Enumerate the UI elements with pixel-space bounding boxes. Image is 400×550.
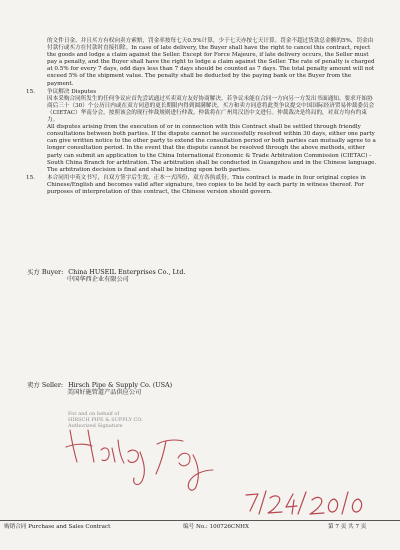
clause-14-continued-text: 的文件日金、并且买方有权向卖方索赔，罚金率按每七天0.5%计算，少于七天亦按七天计算。罚金不超过货款总金额的5%，罚金由付款行或买方在付款时直接扣除。In case of late delivery, the Buyer shall have the right to cancel this contract, reject the goods and lodge a claim against the Seller. Except for Force Majeure, if late delivery occurs, the Seller must pay a penalty, and the Buyer shall have the right to lodge a claim against the Seller. The rate of penalty is charged at 0.5% for every 7 days, odd days less than 7 days should be counted as 7 days. The total penalty amount will not exceed 5% of the shipment value. The penalty shall be deducted by the paying bank or the Buyer from the payment.: [47, 38, 375, 87]
clause-16: [26, 174, 377, 196]
seller-name-en: Hirsch Pipe & Supply Co. (USA): [68, 381, 173, 389]
clause-15-heading: [26, 88, 377, 96]
stamp-line-2: HIRSCH PIPE & SUPPLY CO.: [68, 417, 143, 424]
buyer-name-en: China HUSEIL Enterprises Co., Ltd.: [68, 268, 186, 276]
clause-15-en-text: All disputes arising from the execution of or in connection with this Contract shall be settled through friendly consultations between both parties. If the dispute cannot be successfully resolved within 30 days, either one party can give written notice to the other party to extend the consultation period or both parties can mutually agree to a longer consultation period. In the event that the dispute cannot be resolved through the above methods, either party can submit an application to the China International Economic & Trade Arbitration Commission (CIETAC) - South China Branch for arbitration. The arbitration shall be conducted in Guangzhou and in the Chinese language. The arbitration decision is final and shall be binding upon both parties.: [47, 124, 377, 173]
footer-contract-number: 编号 No.: 100726CNHX: [183, 524, 249, 530]
footer-contract-title: 购销合同 Purchase and Sales Contract: [4, 524, 111, 530]
stamp-line-1: For and on behalf of: [68, 411, 120, 417]
stamp-line-3: Authorized Signature: [68, 423, 123, 430]
buyer-name-zh: 中国华西企业有限公司: [67, 276, 129, 283]
seller-name-zh: 美国好施管道产品供应公司: [67, 389, 142, 396]
clause-16-number: 15.: [26, 174, 35, 181]
buyer-label: 买方 Buyer:: [27, 268, 64, 276]
seller-block: [27, 381, 172, 397]
clause-15-number: 15.: [26, 88, 35, 95]
clause-16-text: 本合同用中英文书写，自双方签字后生效。正本一式四份，双方各执贰份。This contract is made in four original copies in Chinese/English and becomes valid after signature, two copies to be held by each party in witness thereof. For purposes of interpretation of this contract, the Chinese version should govern.: [47, 174, 366, 195]
page-footer: [0, 520, 400, 535]
clause-15-title: 争议解决 Disputes: [47, 88, 97, 95]
contract-body: [26, 38, 377, 196]
buyer-block: [27, 268, 185, 284]
clause-15-zh-text: 因本采购合同所发生的任何争议应首先尝试通过买卖双方友好协商解决。若争议未能在合同一方向另一方发出书面通知、要求开始协商后三十（30）个公历日内或在双方同意的更长期限内得到圆满解决，买方和卖方同意将此类争议提交中国国际经济贸易仲裁委员会（CIETAC）华南分会，按照该会的现行仲裁规则进行仲裁。仲裁将在广州用汉语中文进行。仲裁裁决是终局的，对双方均有约束力。: [47, 95, 375, 124]
footer-page-number: 第 7 页 共 7 页: [328, 524, 367, 530]
company-stamp: [68, 411, 198, 430]
seller-label: 卖方 Seller:: [27, 381, 64, 389]
